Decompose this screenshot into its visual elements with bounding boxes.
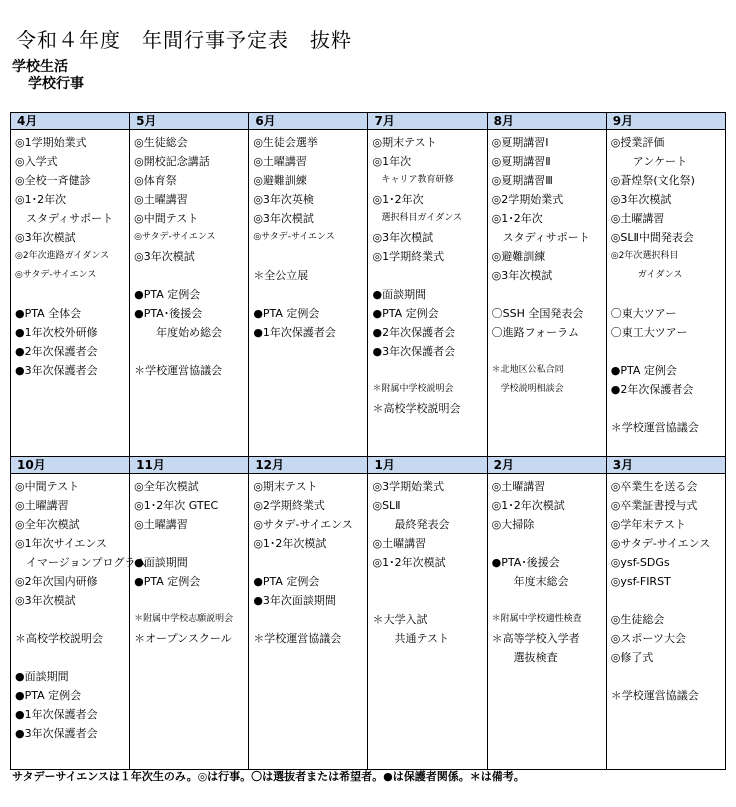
- month-events: [249, 474, 367, 769]
- event-line: ◎3学期始業式: [372, 480, 445, 493]
- schedule-table: [10, 112, 726, 770]
- spacer: [492, 534, 604, 553]
- event-line: ◎サタデ-サイエンス: [610, 537, 711, 550]
- event-line: ◎3年次模試: [15, 594, 76, 607]
- event-line: ◎避難訓練: [253, 174, 307, 187]
- event-line: ◎土曜講習: [134, 518, 188, 531]
- event-line: ◎サタデ-サイエンス: [15, 270, 97, 280]
- event-line: ＊学校運営協議会: [253, 632, 342, 645]
- event-line: 共通テスト: [372, 632, 450, 645]
- month-header: 6月: [249, 113, 368, 130]
- spacer: [15, 285, 127, 304]
- spacer: [492, 285, 604, 304]
- spacer: [372, 266, 484, 285]
- event-line: ◎土曜講習: [610, 212, 665, 225]
- event-line: ＊大学入試: [372, 613, 428, 626]
- event-line: ＊附属中学校説明会: [372, 384, 454, 394]
- event-line: ◎3年次模試: [372, 231, 434, 244]
- event-line: ◎卒業生を送る会: [610, 480, 698, 493]
- spacer: [134, 591, 246, 610]
- month-header: 7月: [368, 113, 487, 130]
- event-line: ●PTA 定例会: [610, 364, 677, 377]
- event-line: ◎土曜講習: [134, 193, 188, 206]
- month-header: 4月: [11, 113, 130, 130]
- month-header: 1月: [368, 457, 487, 474]
- event-line: ●面談期間: [134, 556, 188, 569]
- spacer: [611, 591, 723, 610]
- event-line: ●3年次保護者会: [372, 345, 456, 358]
- spacer: [611, 399, 723, 418]
- event-line: ◎蒼煌祭(文化祭): [610, 174, 695, 187]
- event-line: ◎3年次模試: [134, 250, 195, 263]
- event-line: ＊学校運営協議会: [134, 364, 223, 377]
- event-line: ◎生徒会選挙: [253, 136, 318, 149]
- spacer: [253, 285, 365, 304]
- event-line: ◎夏期講習Ⅰ: [491, 136, 549, 149]
- month-events: [11, 130, 129, 456]
- spacer: [492, 591, 604, 610]
- event-line: ◎期末テスト: [253, 480, 318, 493]
- event-line: ◎1･2年次: [15, 193, 67, 206]
- month-events: [249, 130, 367, 456]
- section-heading: 学校生活: [12, 59, 68, 75]
- event-line: ●面談期間: [15, 670, 69, 683]
- event-line: ◎3年次模試: [15, 231, 76, 244]
- spacer: [15, 648, 127, 667]
- spacer: [134, 342, 246, 361]
- event-line: ＊学校運営協議会: [610, 689, 699, 702]
- event-line: ◎体育祭: [134, 174, 177, 187]
- month-header-row: [11, 113, 726, 130]
- event-line: ◎1･2年次: [372, 193, 424, 206]
- event-line: ◎1･2年次: [491, 212, 543, 225]
- event-line: ●2年次保護者会: [610, 383, 694, 396]
- event-line: ◎中間テスト: [15, 480, 80, 493]
- event-line: 年度始め総会: [134, 326, 223, 339]
- event-line: ◎サタデ-サイエンス: [134, 232, 216, 242]
- event-line: ◎ysf-FIRST: [610, 575, 671, 588]
- event-line: 選抜検査: [491, 651, 558, 664]
- event-line: ＊附属中学校適性検査: [491, 614, 582, 624]
- event-line: ●1年次保護者会: [253, 326, 336, 339]
- event-line: アンケート: [610, 155, 688, 168]
- event-line: ◎SLⅡ: [372, 499, 401, 512]
- subsection-heading: 学校行事: [28, 76, 84, 92]
- month-events: [130, 474, 248, 769]
- month-header: 8月: [487, 113, 606, 130]
- event-line: ●PTA 定例会: [134, 575, 201, 588]
- event-line: ●PTA 定例会: [372, 307, 439, 320]
- event-line: ◎中間テスト: [134, 212, 199, 225]
- month-header: 12月: [249, 457, 368, 474]
- event-line: スタディサポート: [15, 212, 114, 225]
- event-line: イマージョンプログラム: [15, 556, 147, 569]
- event-line: ◎授業評価: [610, 136, 665, 149]
- event-line: ◎3年次英検: [253, 193, 314, 206]
- event-line: ◎夏期講習Ⅱ: [491, 155, 551, 168]
- event-line: ●3年次保護者会: [15, 727, 98, 740]
- event-line: ◎3年次模試: [253, 212, 314, 225]
- event-line: ◎2年次国内研修: [15, 575, 98, 588]
- event-line: ＊学校運営協議会: [610, 421, 699, 434]
- event-line: ◎夏期講習Ⅲ: [491, 174, 553, 187]
- event-line: ●PTA 定例会: [15, 689, 82, 702]
- spacer: [253, 610, 365, 629]
- month-events: [368, 130, 486, 456]
- spacer: [372, 572, 484, 591]
- event-line: ＊高校学校説明会: [372, 402, 461, 415]
- event-line: ●PTA 定例会: [253, 575, 320, 588]
- event-line: ＊北地区公私合同: [491, 365, 564, 375]
- event-line: ＊高校学校説明会: [15, 632, 103, 645]
- document-title: 令和４年度 年間行事予定表 抜粋: [16, 28, 352, 52]
- event-line: 最終発表会: [372, 518, 450, 531]
- event-line: ◎土曜講習: [15, 499, 69, 512]
- event-line: ◎1･2年次模試: [372, 556, 446, 569]
- spacer: [492, 342, 604, 361]
- month-header: 10月: [11, 457, 130, 474]
- event-line: 選択科目ガイダンス: [372, 213, 463, 223]
- event-line: ◎スポーツ大会: [610, 632, 686, 645]
- month-header: 5月: [130, 113, 249, 130]
- event-line: ◎入学式: [15, 155, 58, 168]
- month-header: 2月: [487, 457, 606, 474]
- event-line: ◎全年次模試: [15, 518, 80, 531]
- event-line: 学校説明相談会: [491, 384, 564, 394]
- event-line: ◎避難訓練: [491, 250, 546, 263]
- event-line: ◎1･2年次模試: [253, 537, 327, 550]
- event-line: ◎サタデ-サイエンス: [253, 518, 353, 531]
- events-row: [11, 474, 726, 770]
- event-line: ◎ysf-SDGs: [610, 556, 670, 569]
- event-line: ◎卒業証書授与式: [610, 499, 698, 512]
- event-line: ◎全校一斉健診: [15, 174, 91, 187]
- month-events: [488, 130, 606, 456]
- event-line: ◎生徒総会: [610, 613, 665, 626]
- spacer: [15, 610, 127, 629]
- spacer: [253, 553, 365, 572]
- month-header: 9月: [606, 113, 725, 130]
- event-line: ＊附属中学校志願説明会: [134, 614, 234, 624]
- month-header: 11月: [130, 457, 249, 474]
- event-line: ◎大掃除: [491, 518, 535, 531]
- event-line: ◎2年次選択科目: [610, 251, 679, 261]
- spacer: [611, 667, 723, 686]
- legend-footnote: サタデーサイエンスは１年次生のみ。◎は行事。〇は選抜者または希望者。●は保護者関係。＊は備考。: [12, 770, 525, 783]
- event-line: ●2年次保護者会: [372, 326, 456, 339]
- spacer: [611, 285, 723, 304]
- event-line: 年度末総会: [491, 575, 569, 588]
- spacer: [372, 361, 484, 380]
- event-line: ●1年次保護者会: [15, 708, 98, 721]
- event-line: ◎3年次模試: [610, 193, 672, 206]
- event-line: ◎1学期始業式: [15, 136, 87, 149]
- event-line: 〇東工大ツアー: [610, 326, 688, 339]
- month-events: [130, 130, 248, 456]
- event-line: ●3年次保護者会: [15, 364, 98, 377]
- spacer: [134, 266, 246, 285]
- event-line: ◎1･2年次模試: [491, 499, 565, 512]
- month-events: [607, 130, 725, 456]
- month-events: [368, 474, 486, 769]
- event-line: ◎修了式: [610, 651, 654, 664]
- event-line: ガイダンス: [610, 270, 683, 280]
- event-line: ●PTA･後援会: [134, 307, 203, 320]
- event-line: ◎1年次サイエンス: [15, 537, 108, 550]
- event-line: スタディサポート: [491, 231, 590, 244]
- event-line: ●PTA 全体会: [15, 307, 82, 320]
- event-line: ◎2学期始業式: [491, 193, 564, 206]
- event-line: ◎土曜講習: [372, 537, 427, 550]
- event-line: キャリア教育研修: [372, 175, 454, 185]
- event-line: ◎期末テスト: [372, 136, 437, 149]
- event-line: ◎生徒総会: [134, 136, 188, 149]
- events-row: [11, 130, 726, 457]
- month-events: [488, 474, 606, 769]
- month-events: [607, 474, 725, 769]
- spacer: [372, 591, 484, 610]
- event-line: ◎土曜講習: [491, 480, 546, 493]
- event-line: ◎SLⅡ中間発表会: [610, 231, 694, 244]
- event-line: ◎サタデ-サイエンス: [253, 232, 335, 242]
- event-line: ◎2年次進路ガイダンス: [15, 251, 110, 261]
- event-line: ◎土曜講習: [253, 155, 307, 168]
- event-line: ◎学年末テスト: [610, 518, 686, 531]
- event-line: ◎全年次模試: [134, 480, 199, 493]
- event-line: ●3年次面談期間: [253, 594, 336, 607]
- event-line: 〇東大ツアー: [610, 307, 677, 320]
- event-line: ＊全公立展: [253, 269, 309, 282]
- event-line: ◎1年次: [372, 155, 412, 168]
- event-line: 〇進路フォーラム: [491, 326, 579, 339]
- event-line: ●面談期間: [372, 288, 427, 301]
- event-line: ●1年次校外研修: [15, 326, 98, 339]
- month-events: [11, 474, 147, 769]
- event-line: ＊オープンスクール: [134, 632, 232, 645]
- event-line: ●PTA･後援会: [491, 556, 560, 569]
- event-line: ◎1学期終業式: [372, 250, 445, 263]
- spacer: [253, 247, 365, 266]
- event-line: ◎2学期終業式: [253, 499, 325, 512]
- event-line: ◎3年次模試: [491, 269, 553, 282]
- month-header-row: [11, 457, 726, 474]
- event-line: ●PTA 定例会: [253, 307, 320, 320]
- event-line: 〇SSH 全国発表会: [491, 307, 584, 320]
- spacer: [134, 534, 246, 553]
- event-line: ●PTA 定例会: [134, 288, 201, 301]
- month-header: 3月: [606, 457, 725, 474]
- event-line: ●2年次保護者会: [15, 345, 98, 358]
- spacer: [611, 342, 723, 361]
- event-line: ＊高等学校入学者: [491, 632, 580, 645]
- event-line: ◎1･2年次 GTEC: [134, 499, 219, 512]
- event-line: ◎開校記念講話: [134, 155, 210, 168]
